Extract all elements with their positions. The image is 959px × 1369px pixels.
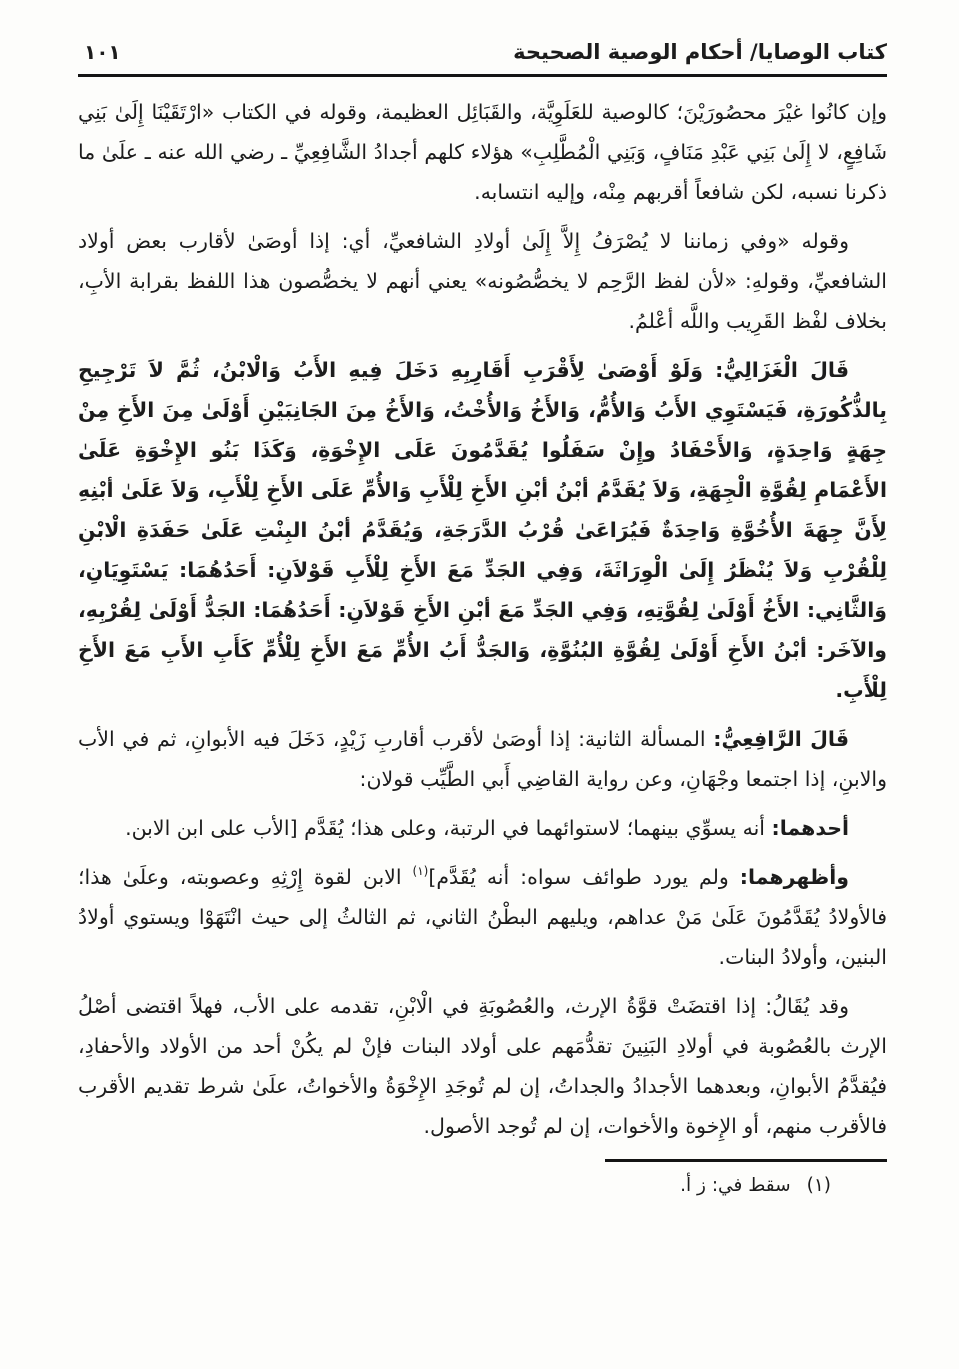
paragraph-rafii bbox=[78, 719, 887, 799]
page-header bbox=[78, 40, 887, 64]
footnote-reference-marker: (١) bbox=[412, 864, 429, 878]
paragraph-first-opinion bbox=[78, 808, 887, 848]
footnote bbox=[78, 1171, 887, 1201]
paragraph-ghazali-quote bbox=[78, 350, 887, 710]
opinion-label-second: وأظهرهما: bbox=[739, 865, 849, 889]
paragraph-continuation: وإن كانُوا غيْرَ محصُورَيْنَ؛ كالوصية للعَلَوِيَّة، والقَبَائِل العظيمة، وقوله في الكتاب «ارْتَقَيْنَا إِلَىٰ بَنِي شَافِعٍ، لا إِلَىٰ بَنِي عَبْدِ مَنَافٍ، وَبَنِي الْمُطَّلِبِ» هؤلاء كلهم أجدادُ الشَّافِعِيِّ ـ رضي الله عنه ـ علَىٰ ما ذكرنا نسبه، لكن شافعاً أقربهم مِنْه، وإليه انتسابه. bbox=[78, 100, 887, 204]
page-number: ١٠١ bbox=[84, 40, 121, 64]
rafii-text: المسألة الثانية: إذا أوصَىٰ لأقرب أقاربِ زَيْدٍ، دَخَلَ فيه الأبوانِ، ثم في الأب والابنِ، إذا اجتمعا وجْهَانِ، وعن رواية القاضِي أَبي الطَّيِّب قولان: bbox=[78, 727, 887, 791]
book-title: كتاب الوصايا/ أحكام الوصية الصحيحة bbox=[513, 40, 887, 64]
footnote-text: سقط في: ز أ. bbox=[680, 1175, 791, 1196]
first-opinion-text: أنه يسوِّي بينهما؛ لاستوائهما في الرتبة، وعلى هذا؛ يُقَدَّم [الأب على ابن الابن. bbox=[125, 816, 772, 840]
speaker-label-rafii: قَالَ الرَّافِعِيُّ: bbox=[713, 727, 849, 751]
speaker-label-ghazali: قَالَ الْغَزَالِيُّ: bbox=[715, 358, 849, 382]
second-opinion-text-before-marker: ولم يورد طوائف سواه: أنه يُقَدَّم] bbox=[428, 865, 740, 889]
footnote-divider bbox=[605, 1159, 887, 1162]
header-divider bbox=[78, 74, 887, 77]
ghazali-quote-text: وَلَوْ أَوْصَىٰ لِأَقْرَبِ أَقَارِبِهِ دَخَلَ فِيهِ الأَبُ وَالْابْنُ، ثُمَّ لاَ تَرْجِيحِ بِالذُّكُورَةِ، فَيَسْتَوِي الأَبُ وَالأُمُّ، وَالأَخُ وَالأُخْتُ، وَالأَخُ مِنَ الجَانِبَيْنِ أَوْلَىٰ مِنَ الأَخِ مِنْ جِهَةٍ وَاحِدَةٍ، وَالأَحْفَادُ وإِنْ سَفَلُوا يُقَدَّمُونَ عَلَى الإِخْوَةِ، وَكَذَا بَنُو الإِخْوَةِ عَلَىٰ الأَعْمَامِ لِقُوَّةِ الْجِهَةِ، وَلاَ يُقَدَّمُ أبْنُ أبْنِ الأَخِ لِلْأَبِ وَالأُمِّ عَلَى الأَخِ لِلْأَبِ، وَلاَ عَلَىٰ أبْنِهِ لِأَنَّ جِهَةَ الأُخُوَّةِ وَاحِدَةٌ فَيُرَاعَىٰ قُرْبُ الدَّرَجَةِ، وَيُقَدَّمُ أبْنُ البِنْتِ عَلَىٰ حَفَدَةِ الْابْنِ لِلْقُرْبِ وَلاَ يُنْظَرُ إِلَىٰ الْوِرَاثَةَ، وَفِي الجَدِّ مَعَ الأَخِ لِلْأَبِ قَوْلاَنِ: أَحَدُهُمَا: يَسْتَوِيَانِ، وَالثَّانِي: الأَخُ أَوْلَىٰ لِقُوَّتِهِ، وَفِي الجَدِّ مَعَ أبْنِ الأَخِ قَوْلاَنِ: أَحَدُهُمَا: الجَدُّ أَوْلَىٰ لِقُرْبِهِ، والآخَر: أبْنُ الأَخِ أَوْلَىٰ لِقُوَّةِ البُنُوَّةِ، وَالجَدُّ أَبُ الأُمِّ مَعَ الأَخِ لِلْأُمِّ كَأَبِ الأَبِ مَعَ الأَخِ لِلْأَبِ. bbox=[78, 358, 887, 702]
opinion-label-first: أحدهما: bbox=[771, 816, 849, 840]
footnote-number: (١) bbox=[806, 1175, 831, 1196]
paragraph-discussion: وقد يُقَالُ: إذا اقتضَتْ قوَّةُ الإرث، والعُصُوبَةِ في الْابْنِ، تقدمه على الأب، فهلاً اقتضى أصْلُ الإرث بالعُصُوبة في أولادِ البَنِينَ تقدُّمَهم على أولاد البنات فإنْ لم يكُنْ أحد من الأولاد والأحفادِ، فيُقدَّمُ الأبوانِ، وبعدهما الأجدادُ والجداتُ، إن لم تُوجَدِ الإِخْوَةُ والأخواتُ، علَىٰ شرط تقديم الأقرب فالأقرب منهم، أو الإِخوة والأخوات، إن لم تُوجد الأصول. bbox=[78, 994, 887, 1138]
second-opinion-text-after-marker: الابن لقوة إِرْثِهِ وعصوبته، وعلَىٰ هذا؛ فالأولادُ يُقَدَّمُونَ عَلَىٰ مَنْ عداهم، ويليهم البطْنُ الثاني، ثم الثالثُ إلى حيث انْتَهَوْا ويستوي أولادُ البنين، وأولادُ البنات. bbox=[78, 865, 887, 969]
body-text bbox=[78, 92, 887, 1146]
paragraph-second-opinion bbox=[78, 857, 887, 977]
paragraph-commentary: وقوله «وفي زماننا لا يُصْرَفُ إِلاَّ إِلَىٰ أولادِ الشافعيِّ، أي: إذا أوصَىٰ لأقارب بعض أولاد الشافعيِّ، وقولهِ: «لأن لفظ الرَّحِم لا يخصُّصُونه» يعني أنهم لا يخصُّصون هذا اللفظ بقرابة الأبِ، بخلاف لفْظ القَرِيب واللَّه أعْلمُ. bbox=[78, 229, 887, 333]
